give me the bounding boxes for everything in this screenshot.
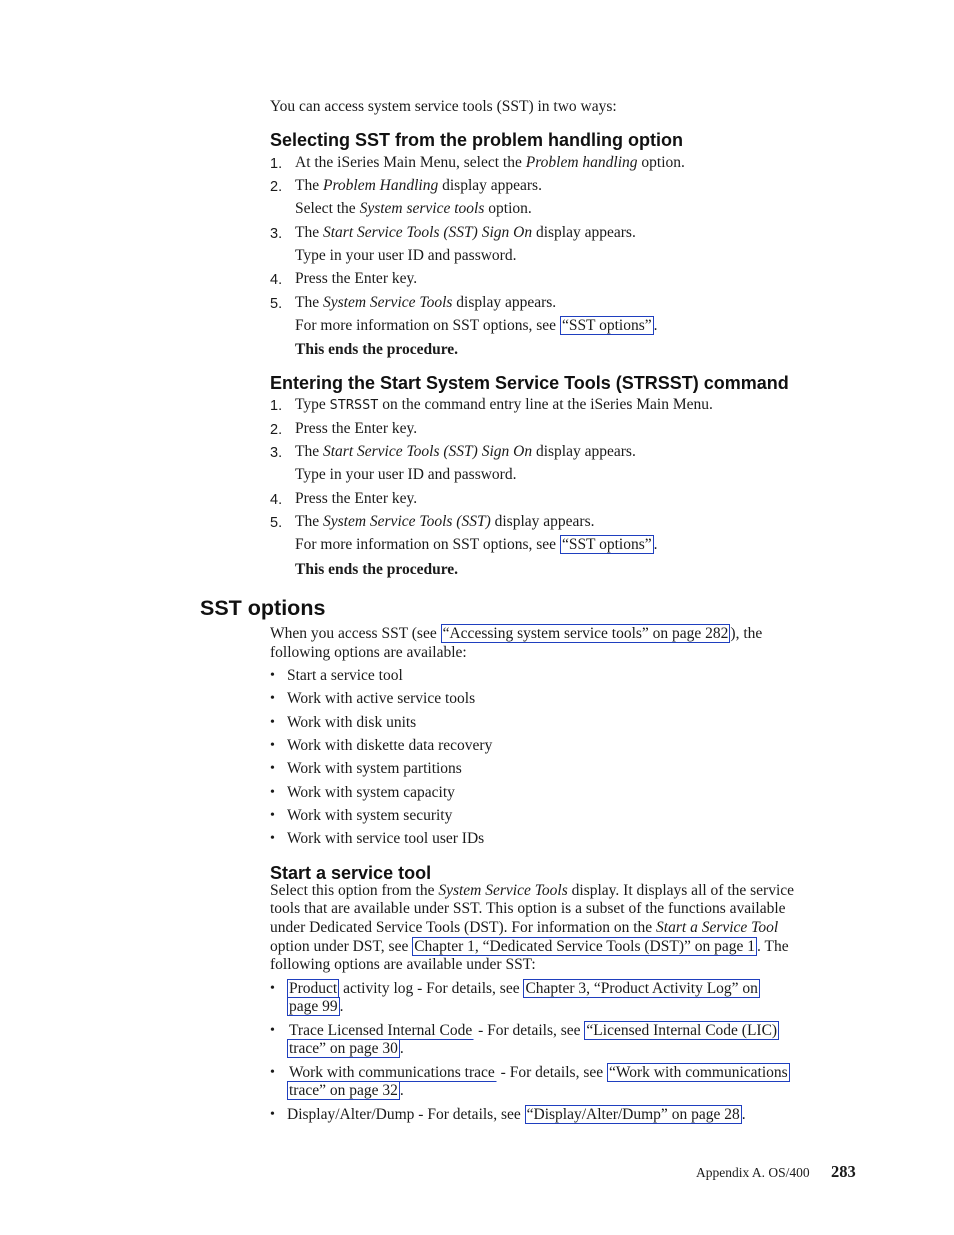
step-number: 5. xyxy=(270,296,283,312)
intro-text: You can access system service tools (SST) in two ways: xyxy=(270,98,617,115)
step-text: The System Service Tools display appears. xyxy=(295,294,557,311)
link-comm-trace[interactable]: “Work with communications xyxy=(609,1064,788,1081)
link-accessing-sst[interactable]: “Accessing system service tools” on page 282 xyxy=(442,625,729,642)
step-subtext: Select the System service tools option. xyxy=(295,200,532,217)
link-lic-trace[interactable]: “Licensed Internal Code (LIC) xyxy=(586,1022,778,1039)
bullet: • xyxy=(270,785,275,800)
footer-label: Appendix A. OS/400 xyxy=(696,1165,810,1180)
procedure-end-note: This ends the procedure. xyxy=(295,341,459,358)
list-item: Work with system capacity xyxy=(287,784,455,801)
list-item: Work with system partitions xyxy=(287,760,462,777)
step-number: 3. xyxy=(270,226,283,242)
step-number: 2. xyxy=(270,179,283,195)
step-subtext: For more information on SST options, see “SST options” . xyxy=(295,536,658,553)
procedure-end-note: This ends the procedure. xyxy=(295,561,459,578)
paragraph-line: tools that are available under SST. This option is a subset of the functions available xyxy=(270,900,786,917)
link-work-comm-trace[interactable]: Work with communications trace xyxy=(289,1064,495,1081)
list-item: Product activity log - For details, see Chapter 3, “Product Activity Log” on xyxy=(289,980,758,997)
bullet: • xyxy=(270,981,275,996)
step-text: The Problem Handling display appears. xyxy=(295,177,542,194)
list-item: Work with service tool user IDs xyxy=(287,830,485,847)
link-page-32[interactable]: trace” on page 32 xyxy=(289,1082,398,1099)
step-subtext: For more information on SST options, see “SST options” . xyxy=(295,317,658,334)
bullet: • xyxy=(270,1065,275,1080)
paragraph-line: When you access SST (see “Accessing system service tools” on page 282 ), the xyxy=(270,625,763,642)
bullet: • xyxy=(270,831,275,846)
step-text: Press the Enter key. xyxy=(295,490,418,507)
link-sst-options[interactable]: “SST options” xyxy=(561,317,652,334)
list-item-continuation: trace” on page 32 . xyxy=(289,1082,404,1099)
paragraph-line: following options are available: xyxy=(270,644,467,661)
step-number: 2. xyxy=(270,422,283,438)
step-number: 3. xyxy=(270,445,283,461)
step-number: 1. xyxy=(270,156,283,172)
step-subtext: Type in your user ID and password. xyxy=(295,466,517,483)
link-page-99[interactable]: page 99 xyxy=(289,998,338,1015)
link-trace-lic[interactable]: Trace Licensed Internal Code xyxy=(289,1022,473,1039)
step-text: At the iSeries Main Menu, select the Problem handling option. xyxy=(295,154,685,171)
bullet: • xyxy=(270,808,275,823)
list-item: Work with disk units xyxy=(287,714,417,731)
step-number: 5. xyxy=(270,515,283,531)
step-text: The Start Service Tools (SST) Sign On display appears. xyxy=(295,224,636,241)
paragraph-line: following options are available under SST: xyxy=(270,956,536,973)
link-product[interactable]: Product xyxy=(289,980,338,997)
section-heading-entering-strsst: Entering the Start System Service Tools (STRSST) command xyxy=(270,373,789,393)
command-code: STRSST xyxy=(329,397,379,413)
step-number: 4. xyxy=(270,492,283,508)
bullet: • xyxy=(270,691,275,706)
bullet: • xyxy=(270,1023,275,1038)
section-heading-selecting-sst: Selecting SST from the problem handling option xyxy=(270,130,684,150)
step-number: 1. xyxy=(270,398,283,414)
step-text: Press the Enter key. xyxy=(295,270,418,287)
page-number: 283 xyxy=(831,1162,856,1181)
step-text: The Start Service Tools (SST) Sign On display appears. xyxy=(295,443,636,460)
list-item: Work with active service tools xyxy=(287,690,476,707)
bullet: • xyxy=(270,715,275,730)
step-number: 4. xyxy=(270,272,283,288)
list-item: Work with diskette data recovery xyxy=(287,737,493,754)
link-chapter-1-dst[interactable]: Chapter 1, “Dedicated Service Tools (DST)” on page 1 xyxy=(414,938,756,955)
bullet: • xyxy=(270,1107,275,1122)
bullet: • xyxy=(270,668,275,683)
list-item: Start a service tool xyxy=(287,667,403,684)
list-item-continuation: trace” on page 30 . xyxy=(289,1040,404,1057)
step-text: Type STRSST on the command entry line at the iSeries Main Menu. xyxy=(295,396,713,413)
link-page-30[interactable]: trace” on page 30 xyxy=(289,1040,398,1057)
link-display-alter-dump[interactable]: “Display/Alter/Dump” on page 28 xyxy=(526,1106,740,1123)
list-item: Work with communications trace - For details, see “Work with communications xyxy=(289,1064,788,1081)
list-item: Display/Alter/Dump - For details, see “Display/Alter/Dump” on page 28 . xyxy=(287,1106,746,1123)
link-chapter-3-pal[interactable]: Chapter 3, “Product Activity Log” on xyxy=(525,980,758,997)
step-text: The System Service Tools (SST) display appears. xyxy=(295,513,595,530)
step-text: Press the Enter key. xyxy=(295,420,418,437)
step-subtext: Type in your user ID and password. xyxy=(295,247,517,264)
list-item: Work with system security xyxy=(287,807,453,824)
list-item: Trace Licensed Internal Code - For details, see “Licensed Internal Code (LIC) xyxy=(289,1022,778,1039)
bullet: • xyxy=(270,761,275,776)
list-item-continuation: page 99 . xyxy=(289,998,344,1015)
paragraph-line: under Dedicated Service Tools (DST). For information on the Start a Service Tool xyxy=(270,919,779,936)
paragraph-line: option under DST, see Chapter 1, “Dedicated Service Tools (DST)” on page 1 . The xyxy=(270,938,789,955)
section-heading-sst-options: SST options xyxy=(200,596,326,620)
bullet: • xyxy=(270,738,275,753)
link-sst-options[interactable]: “SST options” xyxy=(561,536,652,553)
section-heading-start-service-tool: Start a service tool xyxy=(270,863,432,883)
paragraph-line: Select this option from the System Service Tools display. It displays all of the service xyxy=(270,882,795,899)
